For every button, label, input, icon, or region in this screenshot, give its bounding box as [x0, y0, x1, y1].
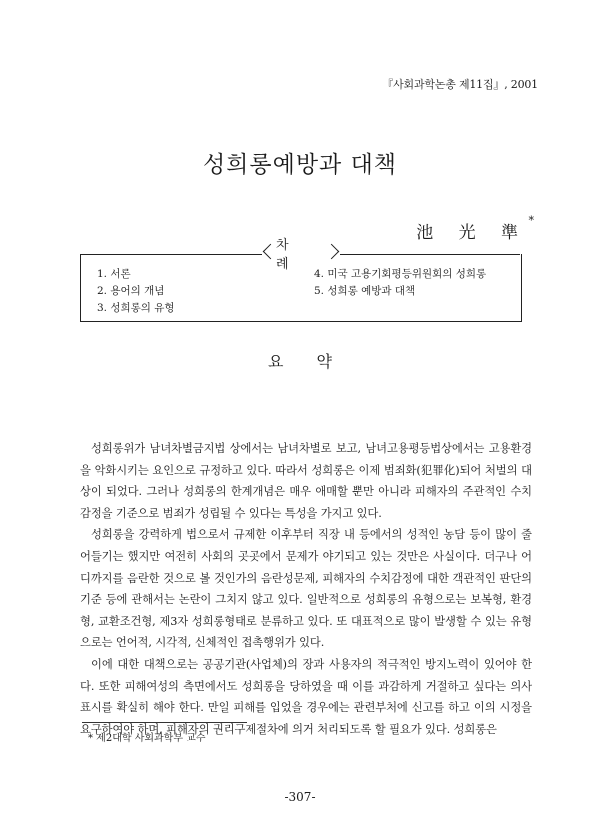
author-affiliation-footnote: * 제2대학 사회과학부 교수 [88, 733, 206, 744]
page-number: -307- [284, 790, 316, 804]
toc-left-column [97, 266, 175, 317]
toc-item: 3. 성희롱의 유형 [97, 302, 175, 314]
abstract-paragraph: 성희롱을 강력하게 법으로서 규제한 이후부터 직장 내 등에서의 성적인 농담 등이 많이 줄어들기는 했지만 여전히 사회의 곳곳에서 문제가 야기되고 있는 것만은 사실이다. 더구나 어디까지를 음란한 것으로 볼 것인가의 음란성문제, 피해자의 수치감정에 대한 객관적인 판단의 기준 등에 관해서는 논란이 그치지 않고 있다. 일반적으로 성희롱의 유형으로는 보복형, 환경형, 교환조건형, 제3자 성희롱형태로 분류하고 있다. 또 대표적으로 많이 발생할 수 있는 유형으로는 언어적, 시각적, 신체적인 접촉행위가 있다. [80, 528, 532, 650]
toc-top-border-left [80, 254, 262, 255]
toc-item: 1. 서론 [97, 268, 131, 280]
paper-title: 성희롱예방과 대책 [202, 152, 398, 178]
abstract-body [80, 438, 532, 740]
toc-item: 4. 미국 고용기회평등위원회의 성희롱 [314, 268, 487, 280]
toc-right-column [314, 266, 486, 300]
toc-item: 5. 성희롱 예방과 대책 [314, 285, 416, 297]
author-footnote-mark: * [528, 214, 534, 227]
author-name: 池 光 準 [416, 223, 528, 243]
toc-item: 2. 용어의 개념 [97, 285, 165, 297]
abstract-paragraph: 이에 대한 대책으로는 공공기관(사업체)의 장과 사용자의 적극적인 방지노력이 있어야 한다. 또한 피해여성의 측면에서도 성희롱을 당하였을 때 이를 과감하게 거절하고 싶다는 의사표시를 확실히 해야 한다. 만일 피해를 입었을 경우에는 관련부처에 신고를 하고 이의 시정을 요구하여야 하며, 피해자의 권리구제절차에 의거 처리되도록 할 필요가 있다. 성희롱은 [80, 657, 532, 736]
toc-heading: 차 례 [262, 242, 340, 264]
journal-reference: 『사회과학논총 제11집』, 2001 [382, 78, 538, 91]
abstract-heading: 요 약 [268, 352, 346, 371]
toc-top-border-right [340, 254, 520, 255]
footnote-divider [82, 722, 247, 723]
abstract-paragraph: 성희롱위가 남녀차별금지법 상에서는 남녀차별로 보고, 남녀고용평등법상에서는 고용환경을 악화시키는 요인으로 규정하고 있다. 따라서 성희롱은 이제 범죄화(犯罪化)되어 처벌의 대상이 되었다. 그러나 성희롱의 한계개념은 매우 애매할 뿐만 아니라 피해자의 주관적인 수치감정을 기준으로 범죄가 성립될 수 있다는 특성을 가지고 있다. [80, 442, 532, 520]
